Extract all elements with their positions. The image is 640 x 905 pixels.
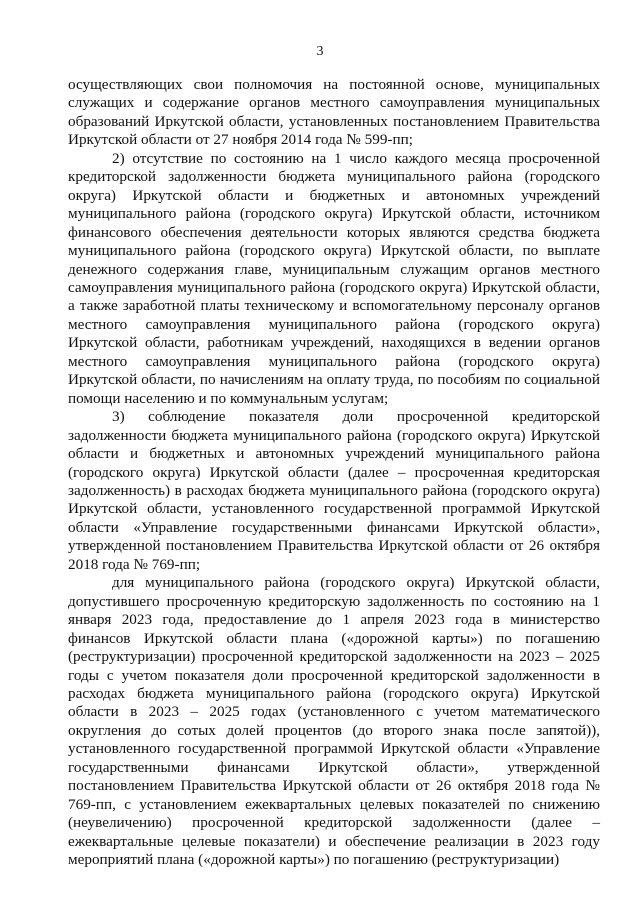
paragraph-continuation: осуществляющих свои полномочия на постоянной основе, муниципальных служащих и содержание органов местного самоуправления муниципальных образований Иркутской области, установленных постановлением Правительства Иркутской области от 27 ноября 2014 года № 599-пп; (68, 76, 600, 149)
paragraph-debt-plan: для муниципального района (городского округа) Иркутской области, допустившего просроченную кредиторскую задолженность по состоянию на 1 января 2023 года, предоставление до 1 апреля 2023 года в министерство финансов Иркутской области плана («дорожной карты») по погашению (реструктуризации) просроченной кредиторской задолженности на 2023 – 2025 годы с учетом показателя доли просроченной кредиторской задолженности в расходах бюджета муниципального района (городского округа) Иркутской области в 2023 – 2025 годах (установленного с учетом математического округления до сотых долей процентов (до второго знака после запятой)), установленного государственной программой Иркутской области «Управление государственными финансами Иркутской области», утвержденной постановлением Правительства Иркутской области от 26 октября 2018 года № 769-пп, с установлением ежеквартальных целевых показателей по снижению (неувеличению) просроченной кредиторской задолженности (далее – ежеквартальные целевые показатели) и обеспечение реализации в 2023 году мероприятий плана («дорожной карты») по погашению (реструктуризации) (68, 574, 600, 869)
page-number: 3 (316, 44, 324, 59)
document-body (68, 76, 600, 869)
paragraph-item-3: 3) соблюдение показателя доли просроченной кредиторской задолженности бюджета муниципального района (городского округа) Иркутской области и бюджетных и автономных учреждений муниципального района (городского округа) Иркутской области (далее – просроченная кредиторская задолженность) в расходах бюджета муниципального района (городского округа) Иркутской области, установленного государственной программой Иркутской области «Управление государственными финансами Иркутской области», утвержденной постановлением Правительства Иркутской области от 26 октября 2018 года № 769-пп; (68, 408, 600, 573)
paragraph-item-2: 2) отсутствие по состоянию на 1 число каждого месяца просроченной кредиторской задолженности бюджета муниципального района (городского округа) Иркутской области и бюджетных и автономных учреждений муниципального района (городского округа) Иркутской области, источником финансового обеспечения деятельности которых являются средства бюджета муниципального района (городского округа) Иркутской области, по выплате денежного содержания главе, муниципальным служащим органов местного самоуправления муниципального района (городского округа) Иркутской области, а также заработной платы техническому и вспомогательному персоналу органов местного самоуправления муниципального района (городского округа) Иркутской области, работникам учреждений, находящихся в ведении органов местного самоуправления муниципального района (городского округа) Иркутской области, по начислениям на оплату труда, по пособиям по социальной помощи населению и по коммунальным услугам; (68, 149, 600, 407)
